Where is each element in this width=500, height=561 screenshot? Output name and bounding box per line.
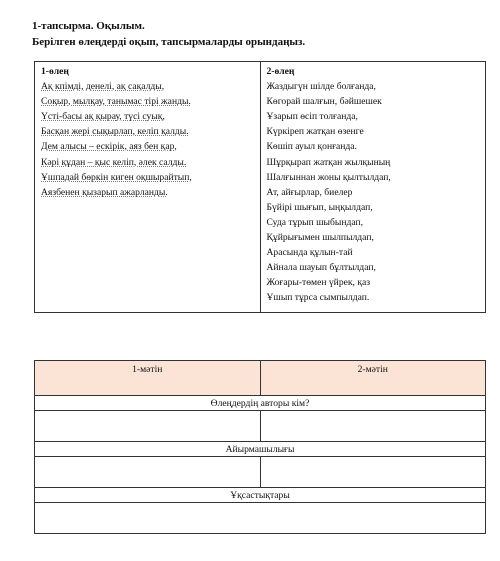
poems-table: [34, 61, 486, 313]
poem-2-line: Айнала шауып бұлтылдап,: [266, 262, 376, 274]
poem-1-cell: [35, 62, 261, 313]
poem-2-heading: 2-өлең: [266, 66, 295, 77]
poem-2-line: Күркіреп жатқан өзенге: [266, 126, 364, 138]
poem-1-line: Аязбенен қызарып ажарланды.: [41, 186, 168, 198]
question-similarity: Ұқсастықтары: [35, 488, 486, 503]
poem-1-heading: 1-өлең: [41, 66, 69, 77]
poem-2-line: Шұрқырап жатқан жылқының: [266, 156, 391, 168]
poem-1-line: Ұшпадай бөркін киген оқшырайтып,: [41, 171, 192, 183]
task-title: 1-тапсырма. Оқылым.: [32, 20, 145, 32]
poem-1-line: Соқыр, мылқау, танымас тірі жанды.: [41, 96, 191, 108]
question-difference: Айырмашылығы: [35, 442, 486, 457]
poem-2-line: Ат, айғырлар, биелер: [266, 186, 353, 198]
task-instruction: Берілген өлеңдерді оқып, тапсырмаларды орындаңыз.: [32, 36, 306, 48]
column-header-text-1: 1-мәтін: [35, 361, 261, 396]
poem-2-line: Құйрығымен шылпылдап,: [266, 232, 374, 244]
answer-cell-difference-1[interactable]: [35, 457, 261, 488]
answer-cell-difference-2[interactable]: [260, 457, 486, 488]
poem-2-line: Шалғыннан жоны қылтылдап,: [266, 171, 391, 183]
poem-2-line: Ұзарып өсіп толғанда,: [266, 111, 358, 123]
question-author: Өлеңдердің авторы кім?: [35, 396, 486, 411]
poem-2-line: Жоғары-төмен үйрек, қаз: [266, 277, 371, 289]
poem-1-line: Ақ кпімді, денелі, ақ сақалды,: [41, 81, 165, 93]
poem-2-line: Көгорай шалғын, бәйшешек: [266, 96, 382, 108]
poem-1-line: Кәрі құдан – қыс келіп, әлек салды.: [41, 156, 187, 168]
poem-1-line: Дем алысы – ескірік, аяз бен қар,: [41, 141, 177, 153]
poem-2-line: Суда тұрып шыбындап,: [266, 216, 363, 228]
comparison-table: [34, 360, 486, 534]
answer-cell-author-1[interactable]: [35, 411, 261, 442]
poem-1-line: Үсті-басы ақ қырау, түсі суық,: [41, 111, 165, 123]
poem-2-line: Бүйірі шығып, ыңқылдап,: [266, 201, 373, 213]
poem-1-line: Басқан жері сықырлап, келіп қалды.: [41, 126, 189, 138]
poem-2-line: Жаздыгүн шілде болғанда,: [266, 81, 376, 93]
poem-2-line: Ұшып тұрса сымпылдап.: [266, 292, 370, 304]
column-header-text-2: 2-мәтін: [260, 361, 486, 396]
poem-2-cell: [260, 62, 486, 313]
answer-cell-similarity[interactable]: [35, 503, 486, 534]
poem-2-line: Көшіп ауыл қонғанда.: [266, 141, 357, 153]
answer-cell-author-2[interactable]: [260, 411, 486, 442]
poem-2-line: Арасында құлын-тай: [266, 247, 353, 259]
